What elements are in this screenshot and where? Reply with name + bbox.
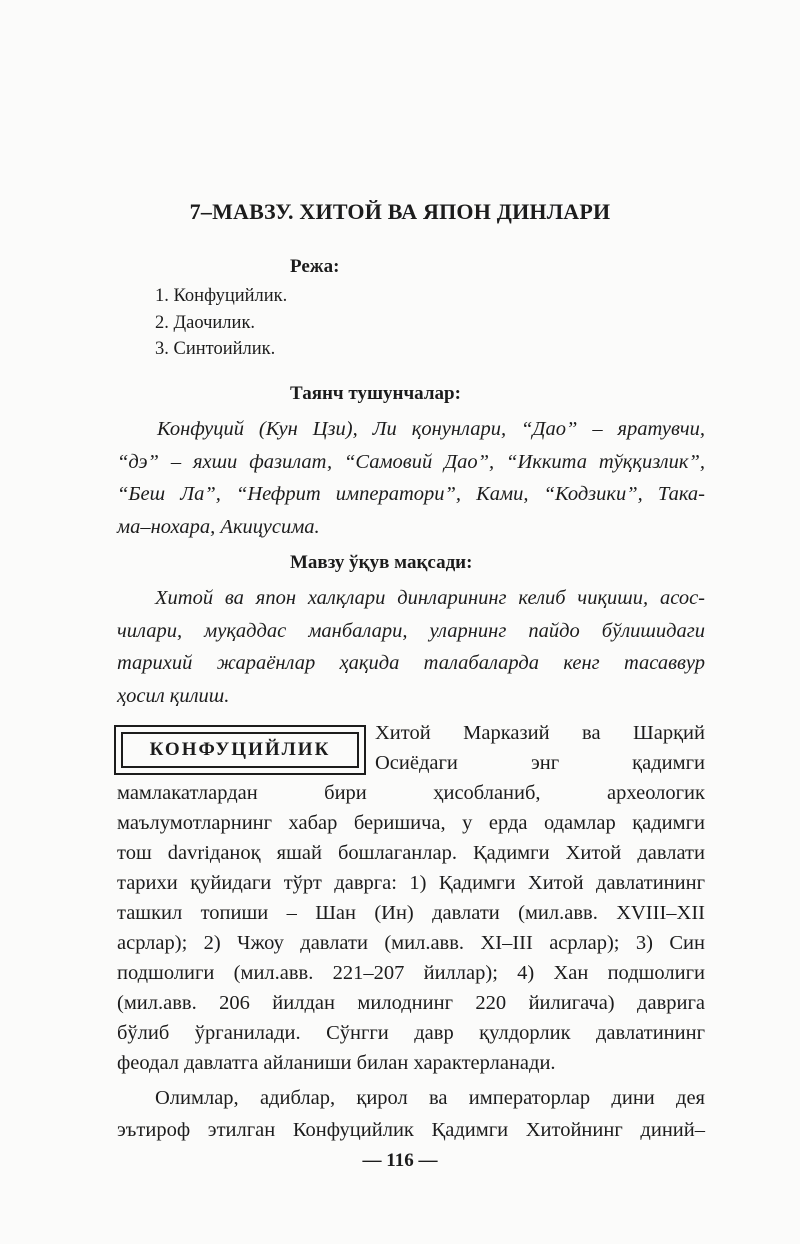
body-line: мамлакатлардан бири ҳисобланиб, археологик (117, 782, 705, 804)
key-concepts-line: “дэ” – яхши фазилат, “Самовий Дао”, “Иккита тўққизлик”, (117, 450, 705, 473)
goal-line: Хитой ва япон халқлари динларининг келиб чиқиши, асос- (155, 587, 705, 609)
body-line: тош davriданоқ яшай бошлаганлар. Қадимги Хитой давлати (117, 842, 705, 864)
goal-line: тарихий жараёнлар ҳақида талабаларда кенг тасаввур (117, 652, 705, 674)
body-line: бўлиб ўрганилади. Сўнгги давр қулдорлик давлатининг (117, 1022, 705, 1044)
chapter-title: 7–МАВЗУ. ХИТОЙ ВА ЯПОН ДИНЛАРИ (189, 199, 611, 224)
key-concepts-text (117, 413, 705, 543)
goal-text (117, 582, 705, 712)
body-line: (мил.авв. 206 йилдан милоднинг 220 йилигача) даврига (117, 992, 705, 1014)
body-line: эътироф этилган Конфуцийлик Қадимги Хитойнинг диний– (117, 1119, 705, 1141)
body-line: асрлар); 2) Чжоу давлати (мил.авв. XI–III асрлар); 3) Син (117, 932, 705, 954)
key-concepts-line: “Беш Ла”, “Нефрит императори”, Ками, “Кодзики”, Така- (117, 483, 705, 505)
plan-item: 2. Даочилик. (155, 312, 256, 333)
key-concepts-heading: Таянч тушунчалар: (290, 383, 461, 404)
plan-item: 1. Конфуцийлик. (155, 286, 288, 306)
body-text (117, 722, 705, 1142)
body-line: Осиёдаги энг қадимги (375, 752, 705, 774)
body-line: феодал давлатга айланиши билан характерланади. (117, 1052, 556, 1074)
goal-line: ҳосил қилиш. (117, 684, 230, 707)
key-concepts-line: Конфуций (Кун Цзи), Ли қонунлари, “Дао” – яратувчи, (157, 418, 705, 440)
plan-item: 3. Синтоийлик. (155, 339, 276, 359)
body-line: маълумотларнинг хабар беришича, у ерда одамлар қадимги (117, 812, 705, 834)
body-line: ташкил топиши – Шан (Ин) давлати (мил.авв. XVIII–XII (117, 902, 705, 924)
body-line: подшолиги (мил.авв. 221–207 йиллар); 4) Хан подшолиги (117, 962, 705, 984)
plan-list (155, 283, 287, 363)
body-line: тарихи қуйидаги тўрт даврга: 1) Қадимги Хитой давлатининг (117, 872, 705, 894)
goal-heading: Мавзу ўқув мақсади: (290, 552, 473, 573)
body-line: Олимлар, адиблар, қирол ва императорлар дини дея (155, 1087, 705, 1109)
key-concepts-line: ма–нохара, Акицусима. (117, 515, 320, 538)
body-line: Хитой Марказий ва Шарқий (375, 722, 705, 744)
plan-heading: Режа: (290, 256, 340, 277)
goal-line: чилари, муқаддас манбалари, уларнинг пайдо бўлишидаги (117, 619, 705, 642)
page-number: — 116 — (362, 1150, 438, 1171)
section-heading-label: КОНФУЦИЙЛИК (121, 732, 359, 768)
